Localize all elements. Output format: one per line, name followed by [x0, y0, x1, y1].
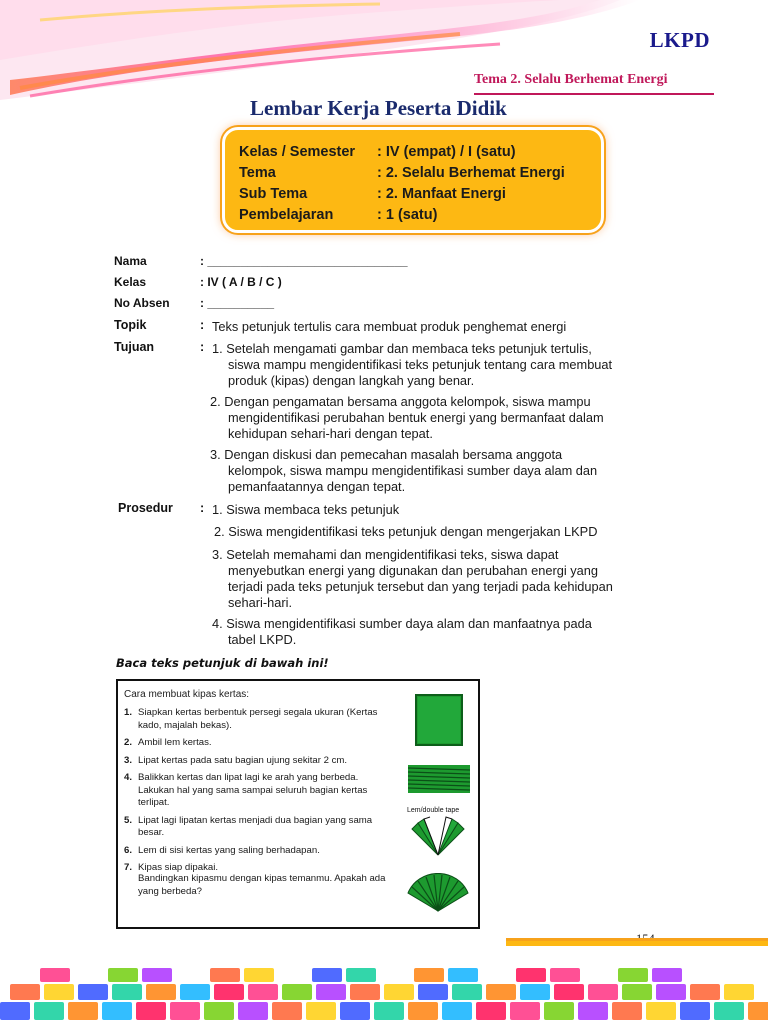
footer-brick — [724, 984, 754, 1000]
prosedur-item-4 — [212, 616, 662, 648]
nama-label: Nama — [114, 254, 147, 268]
footer-brick — [142, 968, 172, 982]
footer-brick — [652, 968, 682, 982]
footer-brick — [272, 1002, 302, 1020]
absen-label: No Absen — [114, 296, 170, 310]
step-text: Lipat kertas pada satu bagian ujung sekitar 2 cm. — [138, 754, 348, 766]
item-number: 3. — [210, 447, 221, 462]
footer-brick — [622, 984, 652, 1000]
footer-brick — [210, 968, 240, 982]
instructions-closing: Bandingkan kipasmu dengan kipas temanmu. Apakah ada yang berbeda? — [138, 873, 386, 897]
item-number: 2. — [210, 394, 221, 409]
info-row-tema — [239, 163, 601, 184]
footer-brick — [520, 984, 550, 1000]
step-number: 5. — [124, 814, 133, 826]
footer-brick — [214, 984, 244, 1000]
item-line: terjadi pada teks petunjuk tersebut dan yang terjadi pada kehidupan — [228, 579, 613, 594]
footer-brick — [384, 984, 414, 1000]
footer-brick — [374, 1002, 404, 1020]
footer-brick — [40, 968, 70, 982]
instructions-heading: Cara membuat kipas kertas: — [124, 689, 250, 700]
step-text: Lipat lagi lipatan kertas menjadi dua bagian yang sama besar. — [138, 814, 373, 838]
footer-brick — [748, 1002, 768, 1020]
nama-field[interactable]: : ______________________________ — [200, 254, 408, 268]
instructions-steps — [124, 707, 389, 880]
footer-brick — [238, 1002, 268, 1020]
info-value: : 2. Manfaat Energi — [377, 186, 506, 202]
footer-brick — [408, 1002, 438, 1020]
footer-brick — [414, 968, 444, 982]
footer-brick — [554, 984, 584, 1000]
info-key: Sub Tema — [239, 186, 308, 202]
footer-brick — [452, 984, 482, 1000]
info-row-pembelajaran — [239, 205, 601, 226]
item-line: Dengan diskusi dan pemecahan masalah bersama anggota — [224, 447, 563, 462]
info-key: Tema — [239, 165, 276, 181]
kelas-field[interactable]: : IV ( A / B / C ) — [200, 275, 282, 289]
tujuan-item-2 — [210, 394, 660, 442]
step-text: Lem di sisi kertas yang saling berhadapan. — [138, 844, 320, 856]
footer-brick — [44, 984, 74, 1000]
item-number: 4. — [212, 616, 223, 631]
prosedur-item-1 — [212, 502, 662, 518]
topik-label: Topik — [114, 318, 147, 332]
item-number: 1. — [212, 502, 223, 517]
prosedur-colon: : — [200, 501, 205, 515]
item-line: kelompok, siswa mampu mengidentifikasi sumber daya alam dan — [228, 463, 598, 478]
prosedur-item-2 — [214, 524, 664, 540]
step-number: 1. — [124, 707, 133, 718]
footer-brick — [346, 968, 376, 982]
footer-brick — [646, 1002, 676, 1020]
footer-brick — [618, 968, 648, 982]
green-paper-image — [414, 693, 464, 747]
instruction-step — [124, 737, 389, 750]
footer-brick — [516, 968, 546, 982]
item-line: pemanfaatannya dengan tepat. — [228, 479, 406, 494]
footer-brick — [248, 984, 278, 1000]
tujuan-item-1 — [212, 341, 662, 389]
footer-brick — [714, 1002, 744, 1020]
info-row-subtema — [239, 184, 601, 205]
footer-brick — [350, 984, 380, 1000]
class-info-box — [222, 127, 604, 233]
item-number: 1. — [212, 341, 223, 356]
item-line: Setelah memahami dan mengidentifikasi teks, siswa dapat — [226, 547, 559, 562]
item-number: 2. — [214, 524, 225, 539]
footer-brick — [448, 968, 478, 982]
step-text: Siapkan kertas berbentuk persegi segala ukuran (Kertas kado, majalah bekas). — [138, 707, 378, 731]
topik-text: Teks petunjuk tertulis cara membuat produk penghemat energi — [212, 319, 567, 334]
half-fan-image — [408, 815, 468, 857]
item-number: 3. — [212, 547, 223, 562]
page-title: Lembar Kerja Peserta Didik — [250, 96, 507, 120]
header-divider — [474, 93, 714, 95]
footer-brick — [476, 1002, 506, 1020]
instruction-step — [124, 815, 389, 840]
absen-field[interactable]: : __________ — [200, 296, 275, 310]
footer-brick — [486, 984, 516, 1000]
theme-line: Tema 2. Selalu Berhemat Energi — [474, 72, 668, 87]
footer-brick — [136, 1002, 166, 1020]
footer-brick — [102, 1002, 132, 1020]
step-text: Ambil lem kertas. — [138, 737, 212, 748]
topik-colon: : — [200, 318, 205, 332]
footer-brick — [10, 984, 40, 1000]
footer-brick — [204, 1002, 234, 1020]
info-key: Kelas / Semester — [239, 144, 356, 160]
footer-brick — [34, 1002, 64, 1020]
finished-fan-image — [406, 873, 470, 915]
footer-brick — [312, 968, 342, 982]
step-number: 7. — [124, 862, 133, 873]
footer-brick — [442, 1002, 472, 1020]
tujuan-colon: : — [200, 340, 205, 354]
footer-brick — [680, 1002, 710, 1020]
footer-brick — [510, 1002, 540, 1020]
instruction-step — [124, 845, 389, 858]
footer-banner — [0, 938, 768, 1024]
info-value: : 2. Selalu Berhemat Energi — [377, 165, 565, 181]
footer-brick — [316, 984, 346, 1000]
brand-label: LKPD — [649, 28, 710, 52]
reading-instruction: Baca teks petunjuk di bawah ini! — [116, 656, 329, 670]
footer-brick — [418, 984, 448, 1000]
glue-label: Lem/double tape — [407, 807, 460, 814]
item-line: Siswa mengidentifikasi sumber daya alam dan manfaatnya pada — [226, 616, 592, 631]
footer-brick — [690, 984, 720, 1000]
item-line: siswa mampu mengidentifikasi teks petunjuk tentang cara membuat — [228, 357, 613, 372]
fan-instructions-box — [116, 679, 480, 929]
prosedur-label: Prosedur — [118, 501, 173, 515]
tujuan-label: Tujuan — [114, 340, 155, 354]
step-text: Kipas siap dipakai. — [138, 862, 218, 873]
item-line: tabel LKPD. — [228, 632, 297, 647]
item-line: produk (kipas) dengan langkah yang benar. — [228, 373, 475, 388]
item-line: Siswa mengidentifikasi teks petunjuk dengan mengerjakan LKPD — [228, 524, 598, 539]
info-value: : IV (empat) / I (satu) — [377, 144, 516, 160]
item-line: sehari-hari. — [228, 595, 293, 610]
instruction-step — [124, 707, 389, 732]
footer-brick — [0, 1002, 30, 1020]
footer-brick — [78, 984, 108, 1000]
item-line: mengidentifikasi perubahan bentuk energi yang bermanfaat dalam — [228, 410, 604, 425]
instruction-step — [124, 772, 389, 810]
tujuan-item-3 — [210, 447, 660, 495]
info-key: Pembelajaran — [239, 207, 334, 223]
info-row-kelas — [239, 142, 601, 163]
item-line: Dengan pengamatan bersama anggota kelompok, siswa mampu — [224, 394, 591, 409]
kelas-label: Kelas — [114, 275, 147, 289]
footer-brick — [112, 984, 142, 1000]
folded-paper-image — [406, 761, 474, 797]
footer-brick — [588, 984, 618, 1000]
footer-brick — [180, 984, 210, 1000]
footer-brick — [244, 968, 274, 982]
footer-brick — [146, 984, 176, 1000]
footer-brick — [68, 1002, 98, 1020]
step-text: Balikkan kertas dan lipat lagi ke arah yang berbeda. Lakukan hal yang sama sampai seluruh bagian kertas terlipat. — [138, 772, 368, 808]
footer-brick — [340, 1002, 370, 1020]
footer-brick — [108, 968, 138, 982]
footer-brick — [656, 984, 686, 1000]
item-line: menyebutkan energi yang digunakan dan perubahan energi yang — [228, 563, 598, 578]
footer-brick — [306, 1002, 336, 1020]
step-number: 3. — [124, 754, 133, 766]
footer-brick — [550, 968, 580, 982]
footer-brick — [170, 1002, 200, 1020]
step-number: 2. — [124, 737, 133, 748]
item-line: Setelah mengamati gambar dan membaca teks petunjuk tertulis, — [226, 341, 592, 356]
item-line: kehidupan sehari-hari dengan tepat. — [228, 426, 433, 441]
footer-brick — [282, 984, 312, 1000]
item-line: Siswa membaca teks petunjuk — [226, 502, 400, 517]
info-value: : 1 (satu) — [377, 207, 438, 223]
instruction-step — [124, 755, 389, 768]
prosedur-item-3 — [212, 547, 662, 611]
step-number: 6. — [124, 844, 133, 856]
footer-brick — [544, 1002, 574, 1020]
step-number: 4. — [124, 772, 133, 783]
footer-brick — [612, 1002, 642, 1020]
footer-brick — [578, 1002, 608, 1020]
